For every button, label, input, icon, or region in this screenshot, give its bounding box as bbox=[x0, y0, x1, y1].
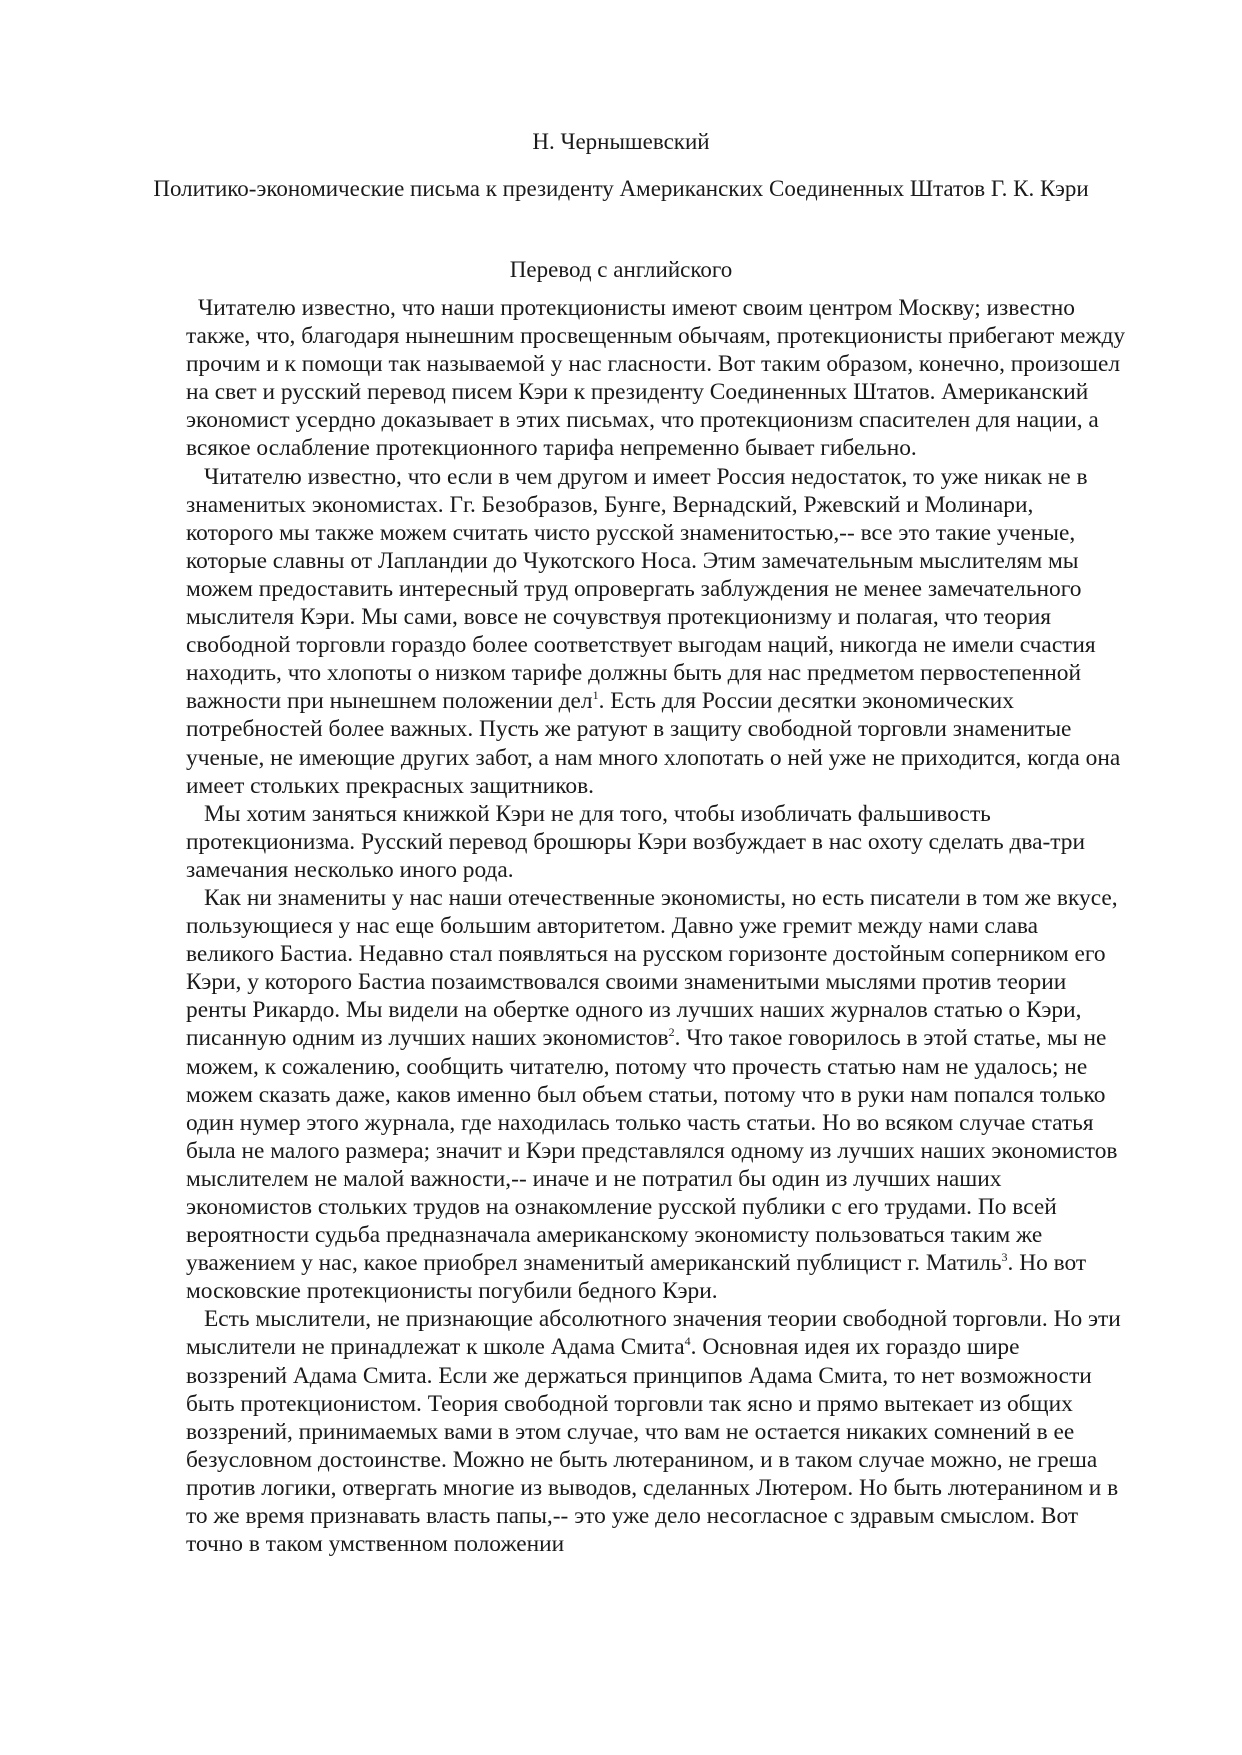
paragraph-text: Есть мыслители, не признающие абсолютного значения теории свободной торговли. Но эти мыслители не принадлежат к школе Адама Смита bbox=[186, 1306, 1121, 1361]
paragraph-1 bbox=[186, 294, 1126, 463]
paragraph-4 bbox=[186, 884, 1126, 1305]
author-name: Н. Чернышевский bbox=[532, 129, 710, 154]
footnote-ref-3: 3 bbox=[1001, 1250, 1008, 1265]
footnote-ref-2: 2 bbox=[668, 1025, 675, 1040]
paragraph-5 bbox=[186, 1305, 1126, 1558]
document-subtitle: Перевод с английского bbox=[509, 257, 733, 282]
paragraph-text: . Основная идея их гораздо шире воззрений Адама Смита. Если же держаться принципов Адама Смита, то нет возможности быть протекционистом. Теория свободной торговли так ясно и прямо вытекает из общих воззрений, принимаемых вами в этом случае, что вам не остается никаких сомнений в ее безусловном достоинстве. Можно не быть лютеранином, и в таком случае можно, не греша против логики, отвергать многие из выводов, сделанных Лютером. Но быть лютеранином и в то же время признавать власть папы,-- это уже дело несогласное с здравым смыслом. Вот точно в таком умственном положении bbox=[186, 1334, 1119, 1558]
paragraph-2 bbox=[186, 463, 1126, 800]
document-title: Политико-экономические письма к президенту Американских Соединенных Штатов Г. К. Кэри bbox=[153, 176, 1089, 201]
paragraph-text: Мы хотим заняться книжкой Кэри не для того, чтобы изобличать фальшивость протекционизма. Русский перевод брошюры Кэри возбуждает в нас охоту сделать два-три замечания несколько иного рода. bbox=[186, 800, 1086, 883]
paragraph-text: . Но вот московские протекционисты погубили бедного Кэри. bbox=[186, 1250, 1087, 1305]
paragraph-text: . Есть для России десятки экономических потребностей более важных. Пусть же ратуют в защиту свободной торговли знаменитые ученые, не имеющие других забот, а нам много хлопотать о ней уже не приходится, когда она имеет стольких прекрасных защитников. bbox=[186, 688, 1121, 799]
paragraph-text: Как ни знамениты у нас наши отечественные экономисты, но есть писатели в том же вкусе, пользующиеся у нас еще большим авторитетом. Давно уже гремит между нами слава великого Бастиа. Недавно стал появляться на русском горизонте достойным соперником его Кэри, у которого Бастиа позаимствовался своими знаменитыми мыслями против теории ренты Рикардо. Мы видели на обертке одного из лучших наших журналов статью о Кэри, писанную одним из лучших наших экономистов bbox=[186, 884, 1118, 1052]
footnote-ref-1: 1 bbox=[592, 688, 599, 703]
paragraph-text: Читателю известно, что если в чем другом и имеет Россия недостаток, то уже никак не в знаменитых экономистах. Гг. Безобразов, Бунге, Вернадский, Ржевский и Молинари, которого мы также можем считать чисто русской знаменитостью,-- все это такие ученые, которые славны от Лапландии до Чукотского Носа. Этим замечательным мыслителям мы можем предоставить интересный труд опровергать заблуждения не менее замечательного мыслителя Кэри. Мы сами, вовсе не сочувствуя протекционизму и полагая, что теория свободной торговли гораздо более соответствует выгодам наций, никогда не имели счастия находить, что хлопоты о низком тарифе должны быть для нас предметом первостепенной важности при нынешнем положении дел bbox=[186, 463, 1096, 715]
paragraph-3 bbox=[186, 800, 1126, 884]
footnote-ref-4: 4 bbox=[684, 1334, 691, 1349]
paragraph-text: . Что такое говорилось в этой статье, мы не можем, к сожалению, сообщить читателю, потому что прочесть статью нам не удалось; не можем сказать даже, каков именно был объем статьи, потому что в руки нам попался только один нумер этого журнала, где находилась только часть статьи. Но во всяком случае статья была не малого размера; значит и Кэри представлялся одному из лучших наших экономистов мыслителем не малой важности,-- иначе и не потратил бы один из лучших наших экономистов стольких трудов на ознакомление русской публики с его трудами. По всей вероятности судьба предназначала американскому экономисту пользоваться таким же уважением у нас, какое приобрел знаменитый американский публицист г. Матиль bbox=[186, 1025, 1118, 1277]
body-text bbox=[186, 294, 1126, 1558]
paragraph-text: Читателю известно, что наши протекционисты имеют своим центром Москву; известно также, что, благодаря нынешним просвещенным обычаям, протекционисты прибегают между прочим и к помощи так называемой у нас гласности. Вот таким образом, конечно, произошел на свет и русский перевод писем Кэри к президенту Соединенных Штатов. Американский экономист усердно доказывает в этих письмах, что протекционизм спасителен для нации, а всякое ослабление протекционного тарифа непременно бывает гибельно. bbox=[186, 295, 1126, 462]
